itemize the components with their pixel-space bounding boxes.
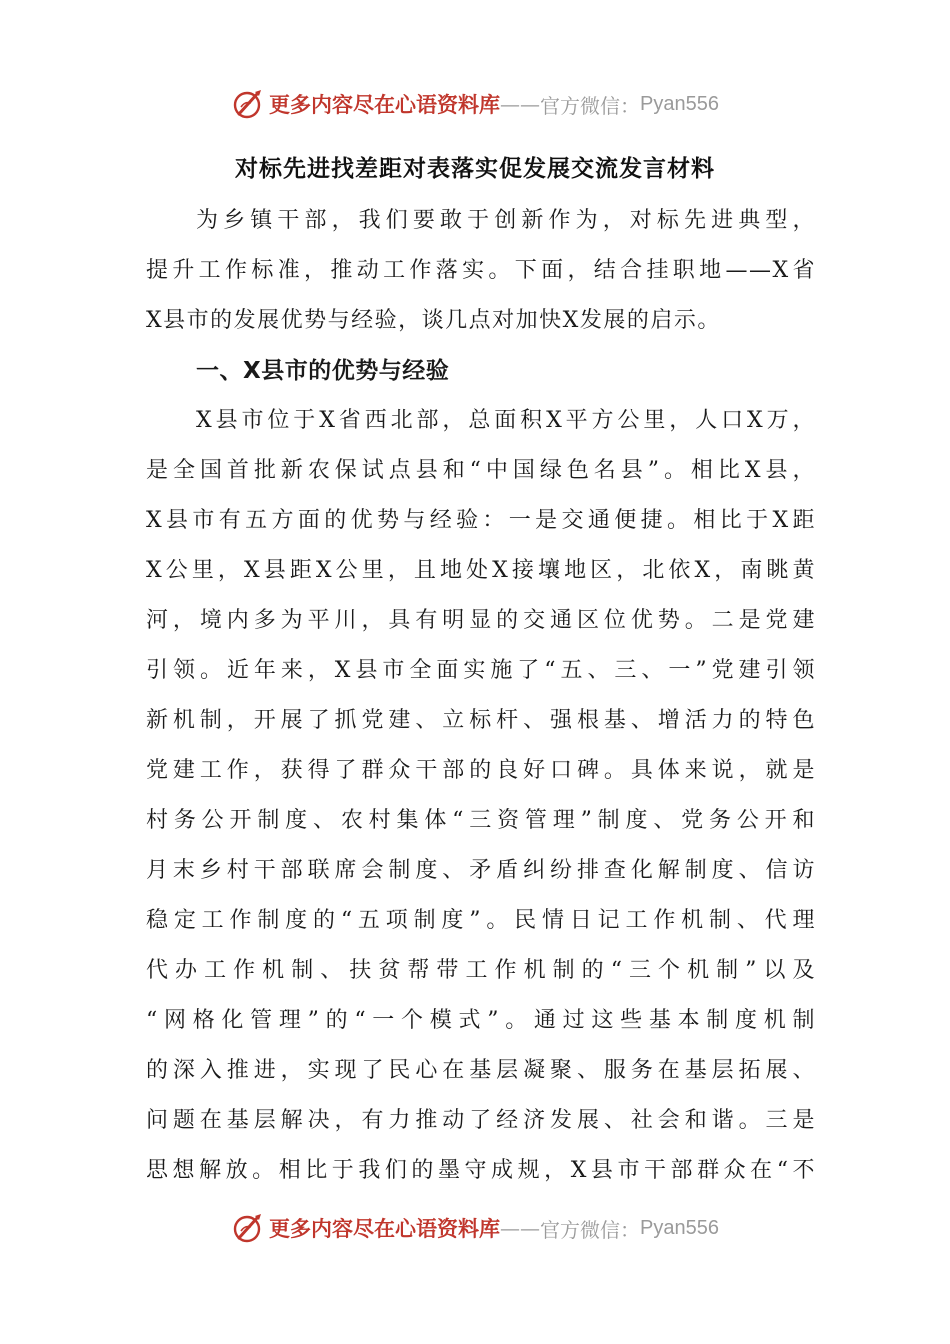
- section-line: “网格化管理”的“一个模式”。通过这些基本制度机制: [146, 1008, 816, 1033]
- section-line: X县市位于X省西北部，总面积X平方公里，人口X万，: [196, 408, 816, 433]
- section-line: 代办工作机制、扶贫帮带工作机制的“三个机制”以及: [146, 958, 816, 983]
- watermark-main-text: 更多内容尽在心语资料库: [269, 1216, 501, 1241]
- intro-line: X县市的发展优势与经验，谈几点对加快X发展的启示。: [146, 308, 721, 333]
- section-line: 月末乡村干部联席会制度、矛盾纠纷排查化解制度、信访: [146, 858, 816, 883]
- header-watermark-banner: [0, 84, 950, 124]
- watermark-main-text: 更多内容尽在心语资料库: [269, 92, 501, 117]
- section-line: X公里，X县距X公里，且地处X接壤地区，北依X，南眺黄: [146, 558, 816, 583]
- section-line: 新机制，开展了抓党建、立标杆、强根基、增活力的特色: [146, 708, 816, 733]
- watermark-wechat-id: Pyan556: [640, 92, 719, 115]
- section-line: 村务公开制度、农村集体“三资管理”制度、党务公开和: [146, 808, 816, 833]
- section-heading: 一、X县市的优势与经验: [196, 358, 450, 384]
- watermark-wechat-label: 官方微信：: [540, 93, 641, 118]
- watermark-wechat-id: Pyan556: [640, 1216, 719, 1239]
- footer-watermark-banner: [0, 1208, 950, 1248]
- section-line: 的深入推进，实现了民心在基层凝聚、服务在基层拓展、: [146, 1058, 816, 1083]
- section-line: 引领。近年来，X县市全面实施了“五、三、一”党建引领: [146, 658, 816, 683]
- document-body: [146, 196, 816, 1196]
- document-title: 对标先进找差距对表落实促发展交流发言材料: [235, 156, 715, 182]
- section-line: 党建工作，获得了群众干部的良好口碑。具体来说，就是: [146, 758, 816, 783]
- watermark-wechat-label: 官方微信：: [540, 1217, 641, 1242]
- watermark-dash: ——: [500, 92, 541, 116]
- section-line: X县市有五方面的优势与经验：一是交通便捷。相比于X距: [146, 508, 816, 533]
- pen-logo-icon: [231, 87, 265, 121]
- section-line: 稳定工作制度的“五项制度”。民情日记工作机制、代理: [146, 908, 816, 933]
- watermark-dash: ——: [500, 1216, 541, 1240]
- intro-line: 提升工作标准，推动工作落实。下面，结合挂职地——X省: [146, 258, 816, 283]
- section-line: 河，境内多为平川，具有明显的交通区位优势。二是党建: [146, 608, 816, 633]
- section-line: 是全国首批新农保试点县和“中国绿色名县”。相比X县，: [146, 458, 816, 483]
- pen-logo-icon: [231, 1211, 265, 1245]
- section-line: 问题在基层解决，有力推动了经济发展、社会和谐。三是: [146, 1108, 816, 1133]
- intro-line: 为乡镇干部，我们要敢于创新作为，对标先进典型，: [196, 208, 816, 233]
- section-line: 思想解放。相比于我们的墨守成规，X县市干部群众在“不: [146, 1158, 816, 1183]
